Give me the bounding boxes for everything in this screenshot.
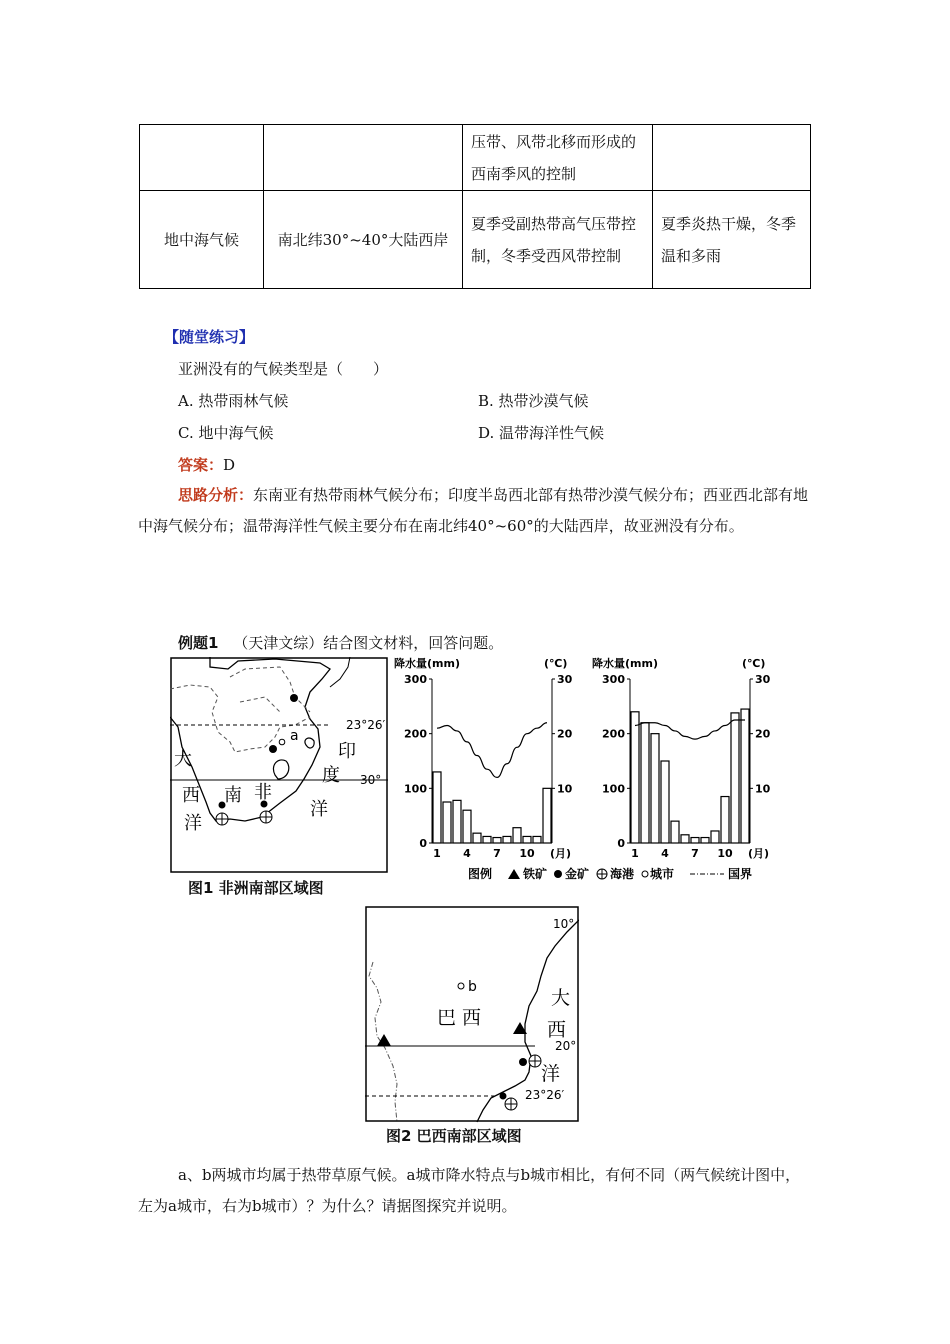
table-cell [653, 125, 811, 191]
fig2-map [365, 906, 579, 1124]
city-icon [642, 871, 648, 877]
city-icon [279, 739, 285, 745]
table-cell [264, 125, 463, 191]
option-a: A. 热带雨林气候 [178, 392, 289, 410]
lat-label: 10° [553, 917, 575, 931]
table-cell: 夏季炎热干燥，冬季温和多雨 [653, 191, 811, 289]
lat-label: 23°26′ [346, 718, 386, 732]
example-intro: （天津文综）结合图文材料，回答问题。 [233, 634, 504, 652]
y2-tick-label: 10 [557, 782, 573, 796]
x-tick-label: 1 [631, 847, 639, 860]
map-label: 西 [182, 785, 200, 806]
x-tick-label: 4 [661, 847, 669, 860]
precip-bar [523, 836, 531, 843]
table-row [140, 191, 811, 289]
option-d: D. 温带海洋性气候 [478, 424, 605, 442]
x-tick-label: 10 [717, 847, 733, 860]
x-tick-label: 10 [519, 847, 535, 860]
y-axis-title: 降水量(mm) [394, 657, 460, 670]
analysis-label: 思路分析： [178, 486, 254, 504]
map-label: 洋 [310, 799, 328, 820]
map-label: 大 [174, 749, 192, 770]
precip-bar [701, 838, 709, 843]
map-label: 非 [254, 782, 272, 803]
precip-bar [731, 713, 739, 843]
x-tick-label: 4 [463, 847, 471, 860]
y-tick-label: 200 [602, 727, 625, 741]
answer-value: D [223, 456, 236, 474]
city-label: a [290, 728, 299, 744]
precip-bar [513, 828, 521, 843]
map-label: 印 [338, 741, 356, 762]
y-tick-label: 0 [419, 837, 427, 850]
y2-tick-label: 10 [755, 782, 771, 796]
precip-bar [741, 709, 749, 843]
table-cell: 压带、风带北移而形成的西南季风的控制 [463, 125, 653, 191]
y-axis-title: 降水量(mm) [592, 657, 658, 670]
analysis-paragraph [138, 480, 810, 542]
legend-label: 图例 [468, 867, 493, 881]
y2-tick-label: 20 [557, 727, 573, 741]
y-tick-label: 100 [602, 782, 625, 796]
table-cell: 夏季受副热带高气压带控制，冬季受西风带控制 [463, 191, 653, 289]
x-axis-title: (月) [550, 847, 572, 860]
y-tick-label: 300 [404, 673, 427, 686]
fig2-caption: 图2 巴西南部区域图 [386, 1127, 522, 1145]
practice-question: 亚洲没有的气候类型是（ ） [178, 360, 389, 378]
map-label: 南 [224, 785, 242, 806]
table-cell: 南北纬30°~40°大陆西岸 [264, 191, 463, 289]
gold-mine-icon [269, 745, 277, 753]
ocean-label: 大 [551, 987, 571, 1009]
gold-mine-icon [290, 694, 298, 702]
gold-mine-icon [554, 870, 562, 878]
gold-mine-icon [500, 1093, 507, 1100]
table-cell: 地中海气候 [140, 191, 264, 289]
lat-label: 23°26′ [525, 1088, 565, 1102]
precip-bar [651, 734, 659, 843]
y2-tick-label: 30 [755, 673, 771, 686]
legend-item: 国界 [728, 867, 753, 881]
precip-bar [463, 810, 471, 843]
y2-tick-label: 30 [557, 673, 573, 686]
y2-axis-title: (℃) [742, 657, 766, 670]
precip-bar [483, 836, 491, 843]
precip-bar [691, 838, 699, 843]
legend-item: 海港 [610, 867, 635, 881]
practice-heading: 【随堂练习】 [164, 328, 255, 346]
y-tick-label: 300 [602, 673, 625, 686]
precip-bar [473, 833, 481, 843]
legend [462, 863, 792, 883]
precip-bar [493, 838, 501, 843]
iron-mine-icon [508, 869, 520, 879]
y2-axis-title: (℃) [544, 657, 568, 670]
x-tick-label: 7 [493, 847, 501, 860]
precip-bar [533, 836, 541, 843]
temperature-line [437, 723, 547, 778]
country-label: 巴 西 [437, 1007, 482, 1029]
lat-label: 30° [360, 773, 382, 787]
y-tick-label: 0 [617, 837, 625, 850]
map-label: 度 [322, 765, 340, 786]
precip-bar [453, 800, 461, 843]
answer-line [178, 454, 235, 475]
climate-chart-a [394, 655, 590, 865]
fig1-caption: 图1 非洲南部区域图 [188, 879, 324, 897]
climate-table [139, 124, 811, 289]
precip-bar [543, 788, 551, 843]
example-heading [178, 632, 503, 653]
precip-bar [433, 772, 441, 843]
precip-bar [443, 802, 451, 843]
climate-chart-b [592, 655, 788, 865]
option-c: C. 地中海气候 [178, 424, 274, 442]
x-axis-title: (月) [748, 847, 770, 860]
answer-label: 答案： [178, 456, 224, 474]
x-tick-label: 7 [691, 847, 699, 860]
gold-mine-icon [519, 1058, 527, 1066]
city-label: b [468, 979, 477, 995]
precip-bar [641, 723, 649, 843]
y-tick-label: 200 [404, 727, 427, 741]
question-paragraph: a、b两城市均属于热带草原气候。a城市降水特点与b城市相比，有何不同（两气候统计图中，左为a城市，右为b城市）？为什么？请据图探究并说明。 [138, 1166, 801, 1215]
x-tick-label: 1 [433, 847, 441, 860]
option-b: B. 热带沙漠气候 [478, 392, 589, 410]
precip-bar [671, 821, 679, 843]
table-row [140, 125, 811, 191]
fig1-map [170, 657, 388, 875]
ocean-label: 洋 [541, 1063, 561, 1085]
precip-bar [503, 836, 511, 843]
ocean-label: 西 [547, 1019, 567, 1041]
precip-bar [711, 831, 719, 843]
precip-bar [661, 761, 669, 843]
precip-bar [721, 797, 729, 843]
y2-tick-label: 20 [755, 727, 771, 741]
city-icon [458, 983, 464, 989]
legend-item: 铁矿 [523, 867, 548, 881]
analysis-text: 东南亚有热带雨林气候分布；印度半岛西北部有热带沙漠气候分布；西亚西北部有地中海气候分布；温带海洋性气候主要分布在南北纬40°~60°的大陆西岸，故亚洲没有分布。 [138, 486, 809, 535]
map-label: 洋 [184, 813, 202, 834]
legend-item: 金矿 [565, 867, 590, 881]
precip-bar [631, 712, 639, 843]
table-cell [140, 125, 264, 191]
precip-bar [681, 835, 689, 843]
example-label: 例题1 [178, 634, 219, 652]
y-tick-label: 100 [404, 782, 427, 796]
legend-item: 城市 [650, 867, 675, 881]
lat-label: 20° [555, 1039, 577, 1053]
